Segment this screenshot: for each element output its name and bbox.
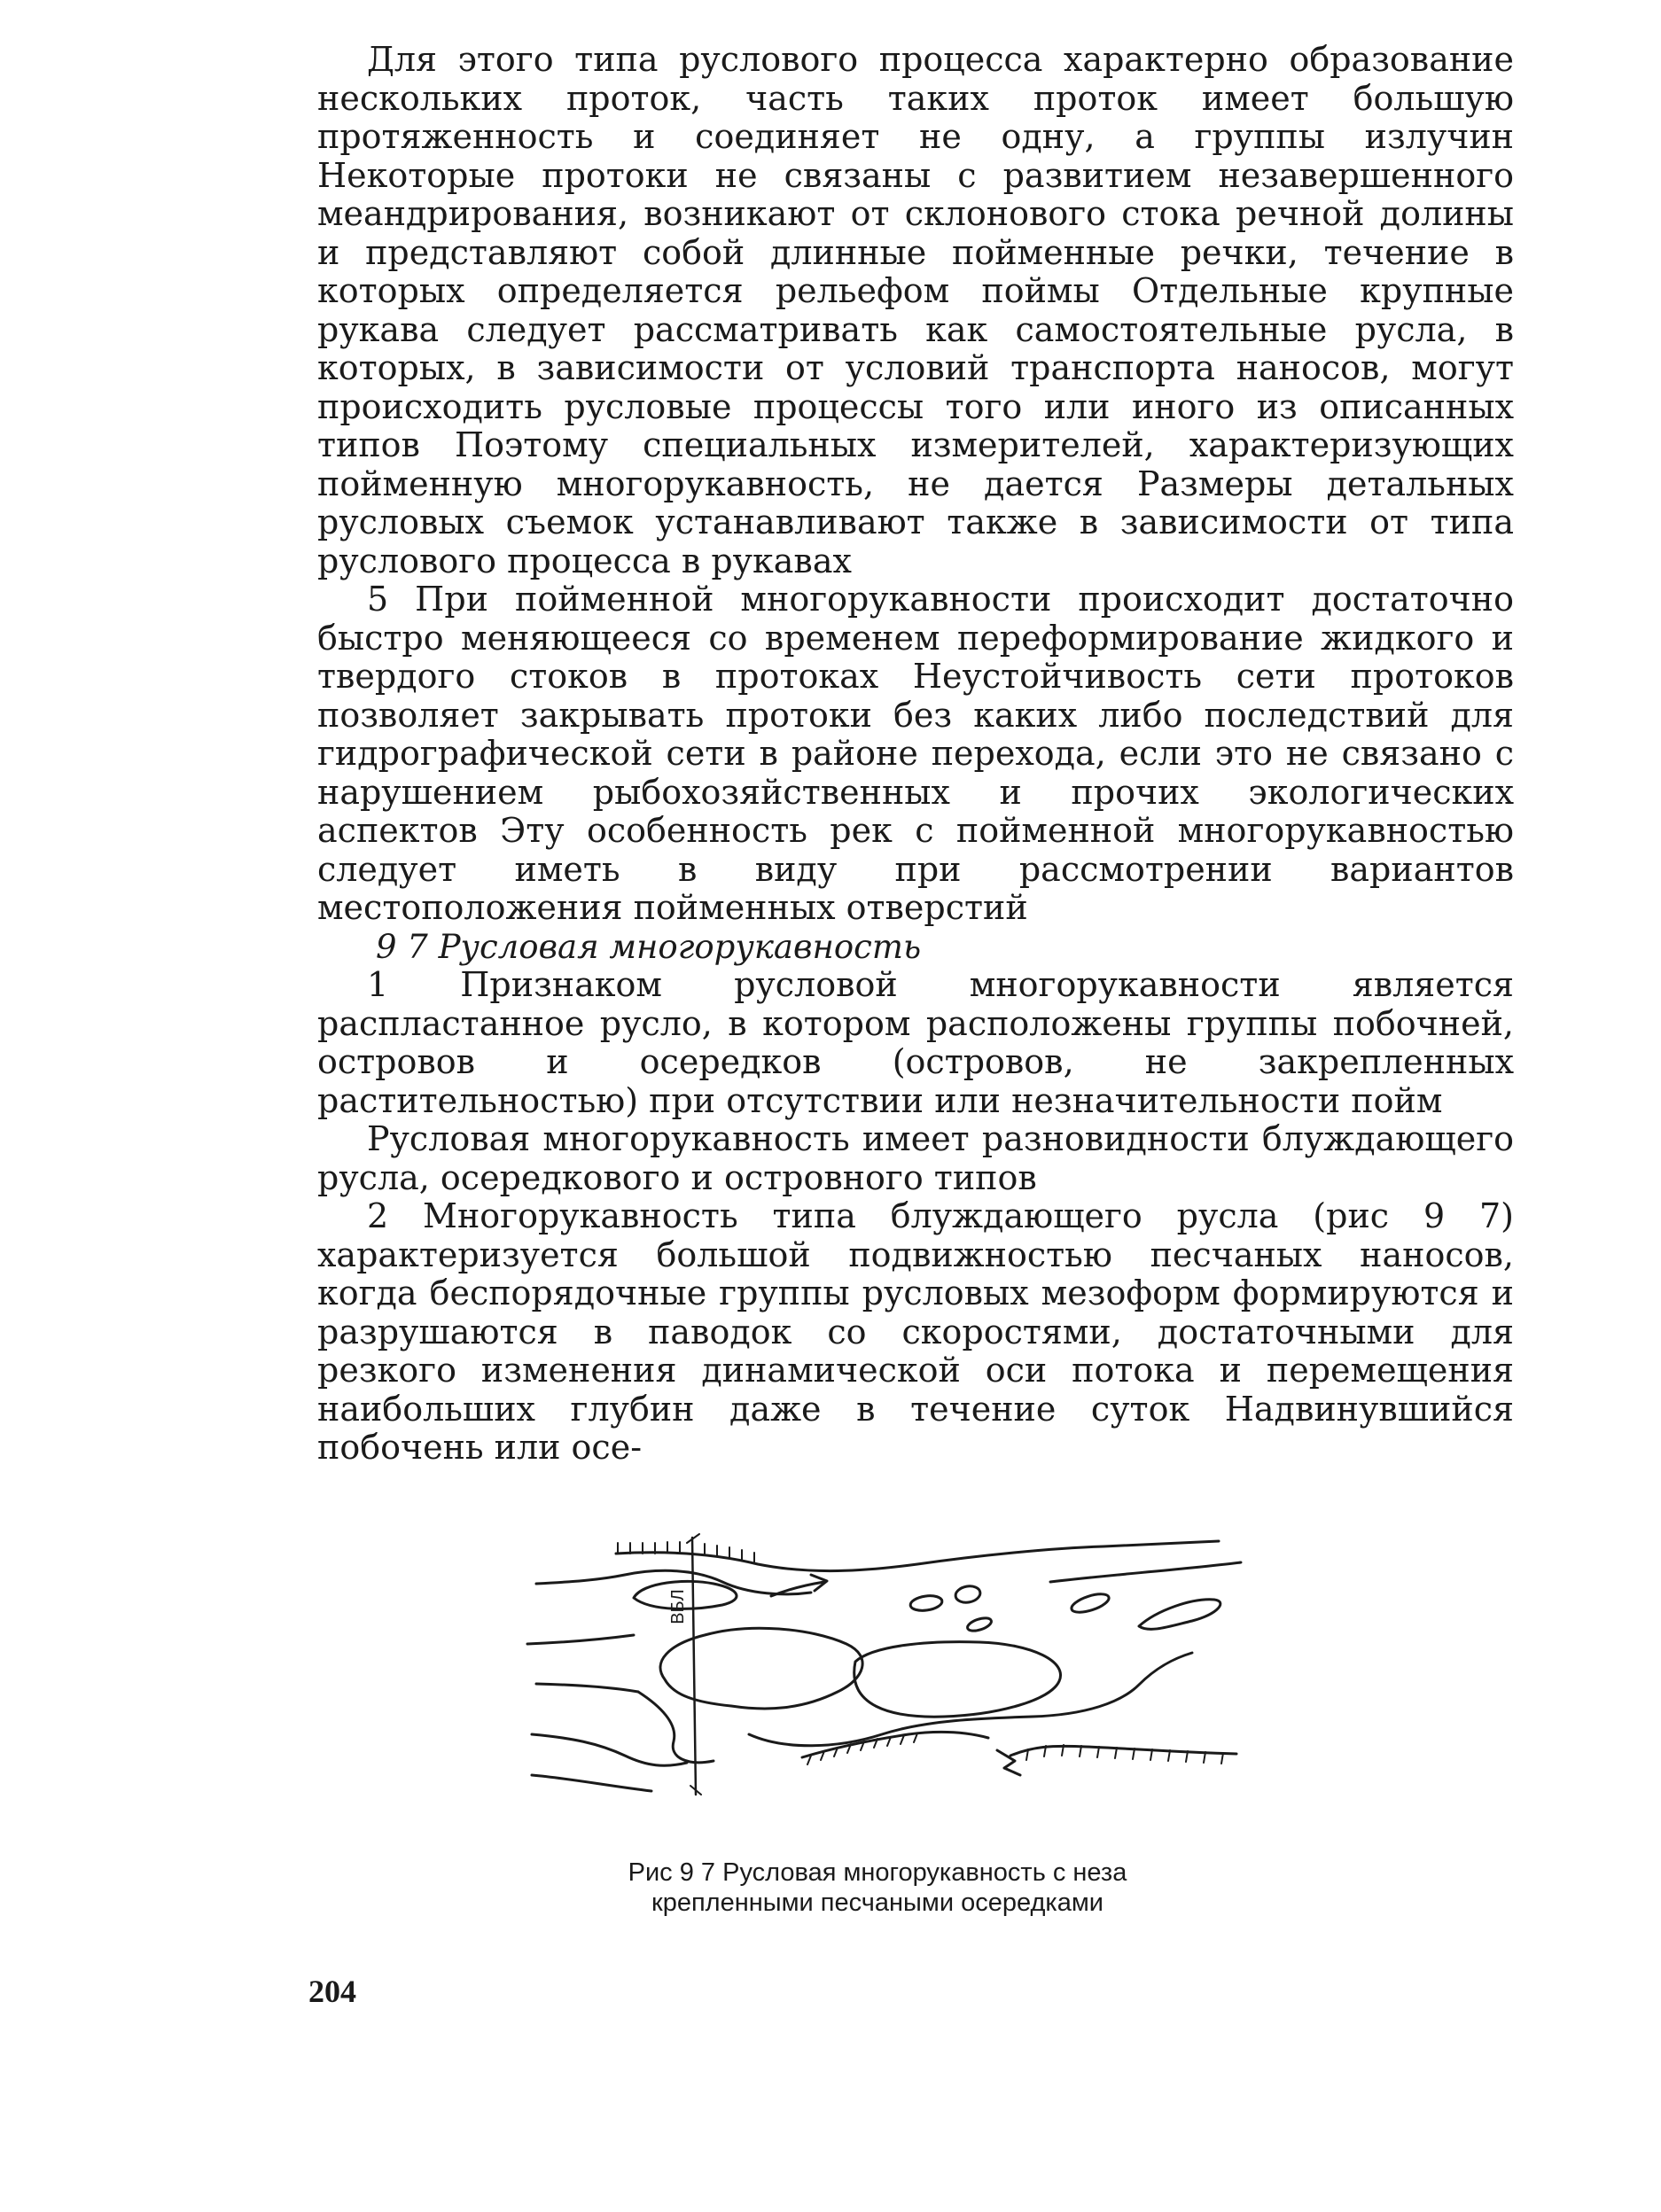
paragraph: 1 Признаком русловой многорукавности является распластанное русло, в котором расположены группы побочней, островов и осередков (островов, не закрепленных растительностью) при отсутствии или незначительности пойм: [317, 965, 1514, 1120]
document-body: [317, 41, 1514, 1468]
caption-line: крепленными песчаными осередками: [651, 1889, 1103, 1917]
paragraph: Русловая многорукавность имеет разновидности блуждающего русла, осередкового и островного типов: [317, 1119, 1514, 1197]
section-heading: 9 7 Русловая многорукавность: [376, 927, 922, 966]
paragraph: Для этого типа руслового процесса характерно образование нескольких проток, часть таких проток имеет большую протяженность и соединяет не одну, а группы излучин Некоторые протоки не связаны с развитием незавершенного меандрирования, возникают от склонового стока речной долины и представляют собой длинные пойменные речки, течение в которых определяется рельефом поймы Отдельные крупные рукава следует рассматривать как самостоятельные русла, в которых, в зависимости от условий транспорта наносов, могут происходить русловые процессы того или иного из описанных типов Поэтому специальных измерителей, характеризующих пойменную многорукавность, не дается Размеры детальных русловых съемок устанавливают также в зависимости от типа руслового процесса в рукавах: [317, 40, 1514, 580]
figure-caption: [496, 1858, 1259, 1918]
caption-line: Рис 9 7 Русловая многорукавность с неза: [628, 1858, 1127, 1887]
river-channel-figure: [519, 1529, 1245, 1812]
paragraph: 5 При пойменной многорукавности происходит достаточно быстро меняющееся со временем переформирование жидкого и твердого стоков в протоках Неустойчивость сети протоков позволяет закрывать протоки без каких либо последствий для гидрографической сети в районе перехода, если это не связано с нарушением рыбохозяйственных и прочих экологических аспектов Эту особенность рек с пойменной многорукавностью следует иметь в виду при рассмотрении вариантов местоположения пойменных отверстий: [317, 580, 1514, 927]
page-number: 204: [308, 1974, 356, 2009]
river-channel-sketch: [519, 1529, 1245, 1812]
cross-section-label: ВБЛ: [668, 1589, 688, 1624]
paragraph: 2 Многорукавность типа блуждающего русла (рис 9 7) характеризуется большой подвижностью песчаных наносов, когда беспорядочные группы русловых мезоформ формируются и разрушаются в паводок со скоростями, достаточными для резкого изменения динамической оси потока и перемещения наибольших глубин даже в течение суток Надвинувшийся побочень или осе-: [317, 1196, 1514, 1467]
